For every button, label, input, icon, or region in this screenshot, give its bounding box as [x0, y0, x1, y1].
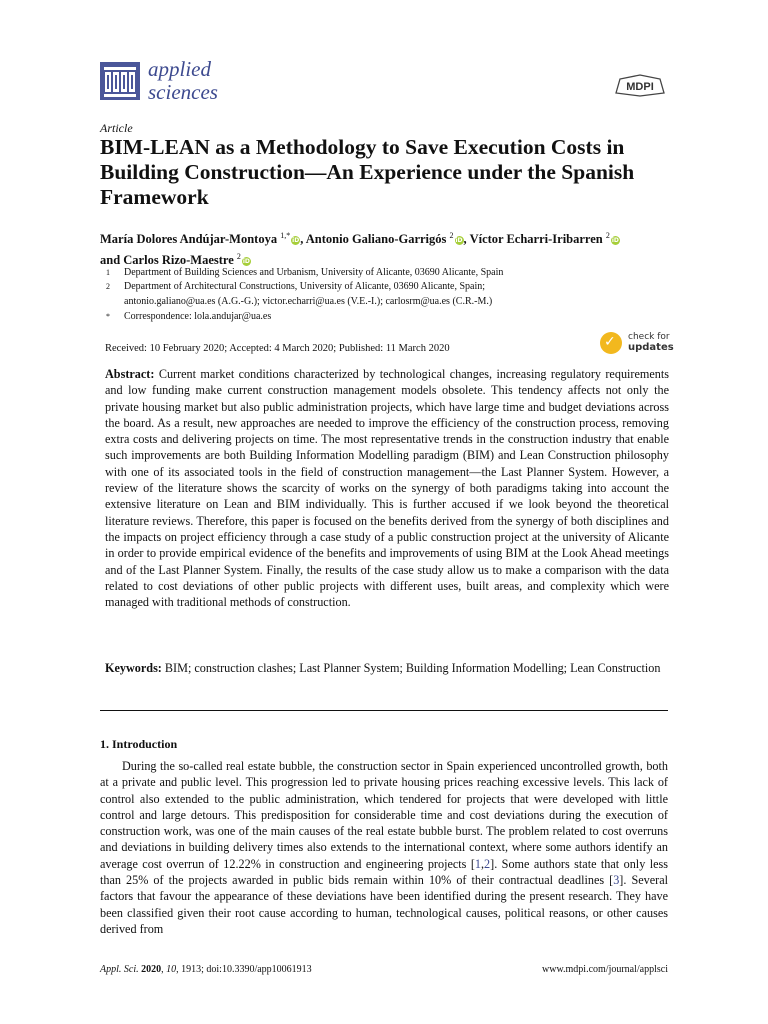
author-affiliation-mark: 2: [449, 231, 454, 240]
article-type: Article: [100, 121, 133, 135]
footer-year: 2020: [141, 964, 162, 975]
keywords-label: Keywords:: [105, 661, 162, 675]
citation-link[interactable]: 1: [474, 856, 481, 871]
author-list: María Dolores Andújar-Montoya $^{1,*}$iD, Antonio Galiano-Garrigós $^2$iD, Víctor Echarri-Iribarren $^2$iD and Carlos Rizo-Maestre $^2$iD: [100, 231, 619, 268]
section-heading-introduction: 1. Introduction: [100, 737, 178, 751]
orcid-icon[interactable]: iD: [455, 237, 463, 245]
affiliation-mark: 2: [106, 282, 110, 291]
citation-link[interactable]: 3: [613, 873, 620, 888]
keywords-text: BIM; construction clashes; Last Planner System; Building Information Modelling; Lean Construction: [164, 661, 661, 675]
section-divider: [100, 710, 668, 711]
keywords: [105, 660, 669, 676]
abstract-label: Abstract:: [105, 367, 155, 381]
journal-name-line2: sciences: [148, 80, 218, 104]
author-name: Antonio Galiano-Garrigós: [305, 232, 447, 247]
checkmark-icon: ✓: [604, 334, 616, 350]
footer-url[interactable]: www.mdpi.com/journal/applsci: [542, 964, 668, 975]
affiliation-mark: 1: [106, 268, 110, 277]
affiliation-emails[interactable]: antonio.galiano@ua.es (A.G.-G.); victor.echarri@ua.es (V.E.-I.); carlosrm@ua.es (C.R.-M.): [124, 296, 493, 307]
paper-title: BIM-LEAN as a Methodology to Save Execution Costs in Building Construction—An Experience under the Spanish Framework: [100, 135, 635, 209]
author-affiliation-mark: 2: [605, 231, 610, 240]
check-for-updates-line2: updates: [628, 342, 674, 353]
mdpi-logo: [612, 71, 668, 99]
affiliation-text: Department of Architectural Constructions, University of Alicante, 03690 Alicante, Spain;: [124, 281, 486, 292]
orcid-icon[interactable]: iD: [611, 237, 619, 245]
introduction-paragraph: [100, 758, 668, 937]
citation-separator: ,: [481, 856, 485, 871]
mdpi-logo-text: MDPI: [626, 81, 654, 93]
footer-doi: , 1913; doi:10.3390/app10061913: [176, 964, 312, 975]
author-affiliation-mark: 1,*: [280, 231, 291, 240]
check-for-updates-line1: check for: [628, 332, 670, 342]
footer-volume: 10: [166, 964, 177, 975]
abstract: [105, 366, 669, 610]
author-name: Carlos Rizo-Maestre: [123, 253, 234, 268]
footer-citation: Appl. Sci. 2020, 10, 1913; doi:10.3390/app10061913: [100, 964, 312, 975]
journal-name-line1: applied: [148, 57, 211, 81]
affiliation-text: Department of Building Sciences and Urbanism, University of Alicante, 03690 Alicante, Spain: [124, 267, 504, 278]
publication-dates: Received: 10 February 2020; Accepted: 4 March 2020; Published: 11 March 2020: [105, 343, 450, 354]
intro-text-b: ]. Some authors state that only less than 25% of the projects awarded in public bids remain within 10% of their contractual deadlines [: [100, 856, 668, 888]
intro-text-c: ]. Several factors that favour the appearance of these deviations have been identified during the present research. They have been classified given their root cause according to human, technological causes, political reasons, or other causes derived from: [100, 873, 668, 936]
author-name: María Dolores Andújar-Montoya: [100, 232, 278, 247]
correspondence-text[interactable]: Correspondence: lola.andujar@ua.es: [124, 311, 272, 322]
authors-and: and: [100, 253, 121, 268]
journal-name: [148, 58, 218, 104]
abstract-text: Current market conditions characterized by technological changes, increasing regulatory requirements and low funding make current construction management models obsolete. This tendency affects not only the private housing market but also public administration projects, which have large time and budget deviations across the board. As a result, new approaches are needed to improve the efficiency of the construction process, removing extra costs and delivering projects on time. The most representative trends in the construction industry that enable such improvements are both Building Information Modelling paradigm (BIM) and Lean Construction philosophy with one of its associated tools in the field of construction management—the Last Planner System. However, a review of the literature shows the scarcity of works on the synergy of both paradigms taking into account the extensive literature on Lean and BIM individually. This is further accused if we look beyond the theoretical literature reviews. Therefore, this paper is focused on the benefits derived from the synergy of both disciplines and the impacts on project efficiency through a case study of a public construction project at the university of Alicante in order to provide empirical evidence of the benefits and improvements of using BIM at the Look Ahead meetings and of the Last Planner System. Finally, the results of the case study allow us to make a comparison with the data related to cost deviations of other public projects with different uses, built areas, and complexity which were managed with traditional methods of construction.: [105, 367, 669, 610]
citation-link[interactable]: 2: [484, 856, 491, 871]
orcid-icon[interactable]: iD: [242, 258, 250, 266]
author-affiliation-mark: 2: [236, 252, 241, 262]
affiliation-mark: *: [106, 312, 110, 321]
intro-text-a: During the so-called real estate bubble, the construction sector in Spain experienced uncontrolled growth, both at a private and public level. This progression led to private housing prices reaching excessive levels. This lack of control also extended to the public administration, which tendered for projects that were developed with little control and large detours. This predisposition for considerable time and cost deviations during the execution of construction work, was one of the main causes of the real estate bubble burst. The problem related to cost overruns and deviations in building delivery times also extends to the international context, where some authors identify an average cost overrun of 12.22% in construction and engineering projects [: [100, 759, 668, 871]
journal-logo-icon: [100, 62, 140, 100]
author-name: Víctor Echarri-Iribarren: [469, 232, 603, 247]
footer-journal: Appl. Sci.: [100, 964, 139, 975]
check-for-updates-badge[interactable]: [600, 332, 672, 356]
orcid-icon[interactable]: iD: [292, 237, 300, 245]
